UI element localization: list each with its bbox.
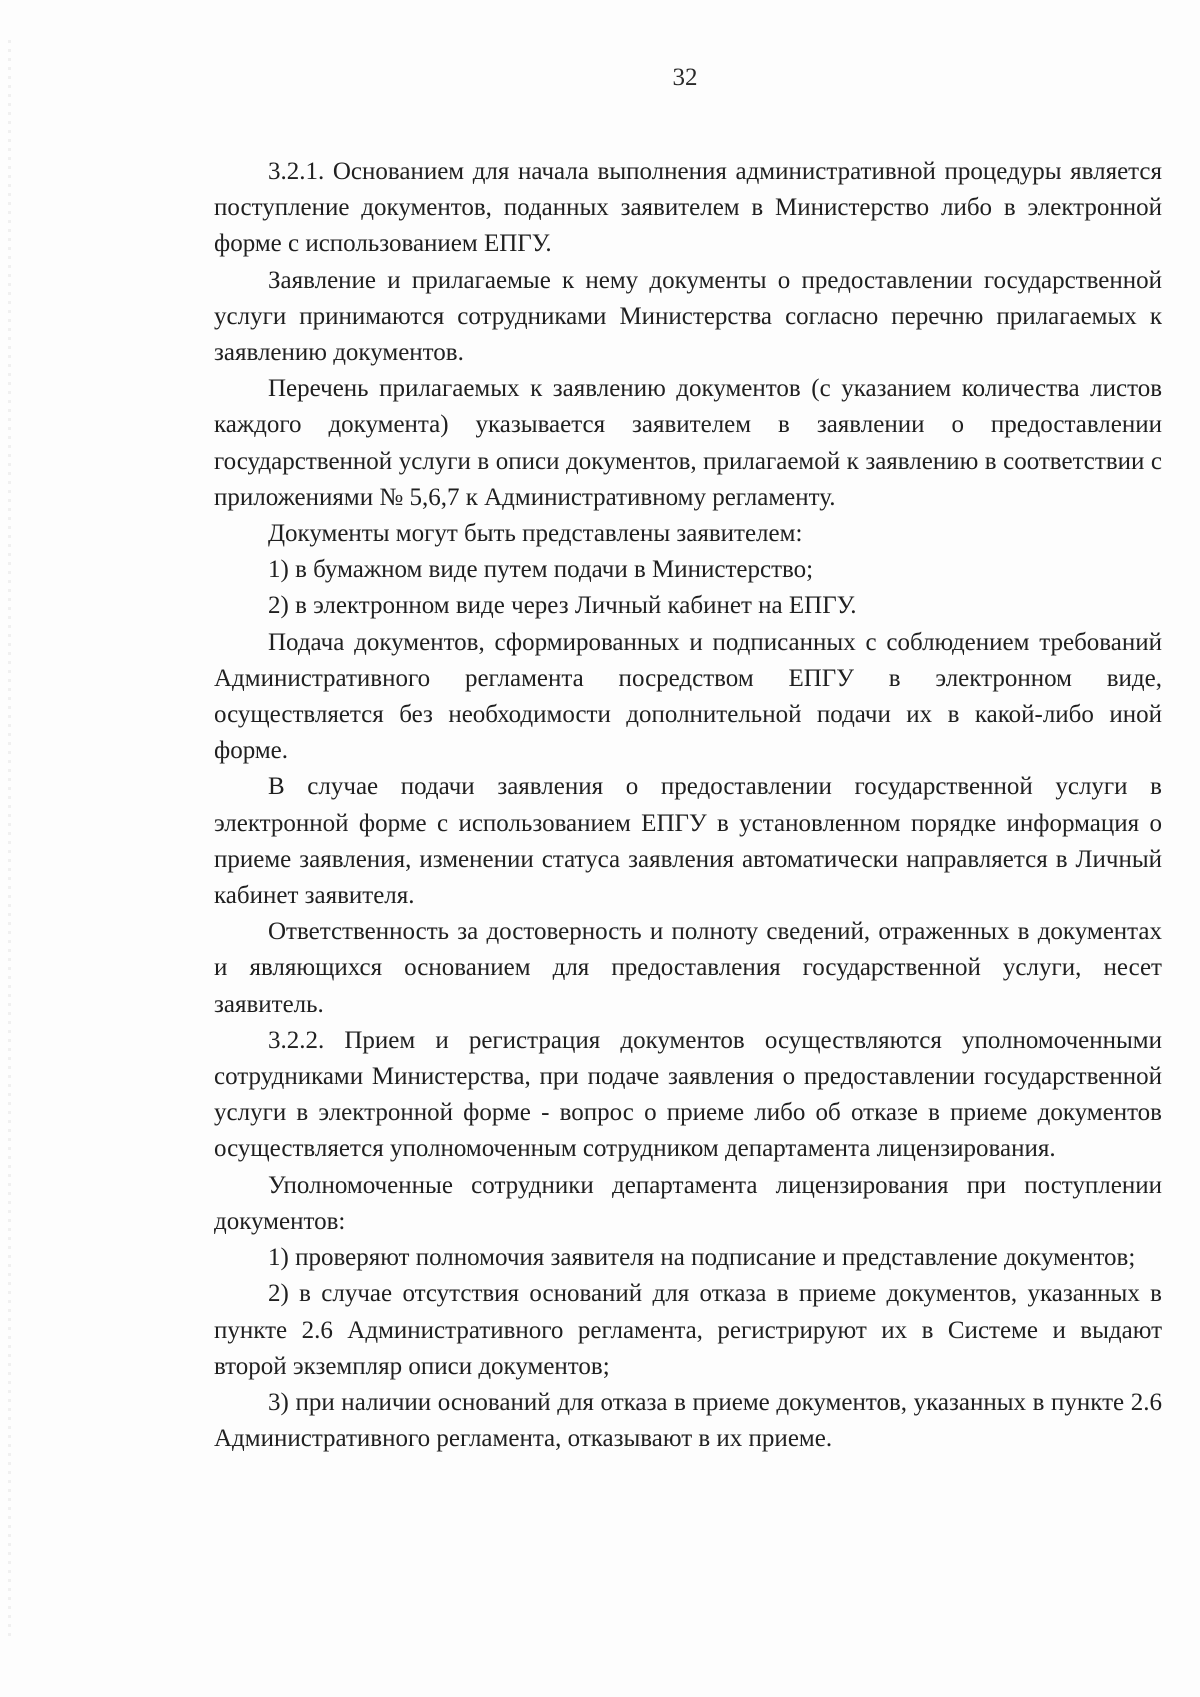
paragraph-document-list: Перечень прилагаемых к заявлению документов (с указанием количества листов каждого документа) указывается заявителем в заявлении о предоставлении государственной услуги в описи документов, прилагаемой к заявлению в соответствии с приложениями № 5,6,7 к Административному регламенту.: [214, 375, 1162, 511]
list-item-check-authority: 1) проверяют полномочия заявителя на подписание и представление документов;: [268, 1244, 1136, 1272]
paragraph-application-acceptance: Заявление и прилагаемые к нему документы о предоставлении государственной услуги принимаются сотрудниками Министерства согласно перечню прилагаемых к заявлению документов.: [214, 266, 1162, 367]
paragraph-responsibility: Ответственность за достоверность и полноту сведений, отраженных в документах и являющихся основанием для предоставления государственной услуги, несет заявитель.: [214, 918, 1162, 1018]
paragraph-3-2-2: 3.2.2. Прием и регистрация документов осуществляются уполномоченными сотрудниками Министерства, при подаче заявления о предоставлении государственной услуги в электронной форме - вопрос о приеме либо об отказе в приеме документов осуществляется уполномоченным сотрудником департамента лицензирования.: [214, 1026, 1162, 1163]
paragraph-electronic-submission: Подача документов, сформированных и подписанных с соблюдением требований Административного регламента посредством ЕПГУ в электронном виде, осуществляется без необходимости дополнительной подачи их в какой-либо иной форме.: [214, 628, 1162, 765]
list-item-electronic: 2) в электронном виде через Личный кабинет на ЕПГУ.: [268, 592, 857, 620]
paragraph-3-2-1: 3.2.1. Основанием для начала выполнения административной процедуры является поступление документов, поданных заявителем в Министерство либо в электронной форме с использованием ЕПГУ.: [214, 158, 1162, 258]
document-body: [214, 154, 1162, 1457]
paragraph-staff-actions: Уполномоченные сотрудники департамента лицензирования при поступлении документов:: [214, 1171, 1162, 1235]
list-item-register: 2) в случае отсутствия оснований для отказа в приеме документов, указанных в пункте 2.6 Административного регламента, регистрируют их в Системе и выдают второй экземпляр описи документов;: [214, 1280, 1162, 1380]
scan-edge-artifact: [8, 40, 11, 1640]
page-number: 32: [672, 64, 698, 91]
paragraph-status-notification: В случае подачи заявления о предоставлении государственной услуги в электронной форме с использованием ЕПГУ в установленном порядке информация о приеме заявления, изменении статуса заявления автоматически направляется в Личный кабинет заявителя.: [214, 773, 1162, 910]
list-item-refuse: 3) при наличии оснований для отказа в приеме документов, указанных в пункте 2.6 Административного регламента, отказывают в их приеме.: [214, 1388, 1162, 1453]
paragraph-submission-ways: Документы могут быть представлены заявителем:: [268, 520, 803, 548]
list-item-paper: 1) в бумажном виде путем подачи в Министерство;: [268, 556, 814, 584]
